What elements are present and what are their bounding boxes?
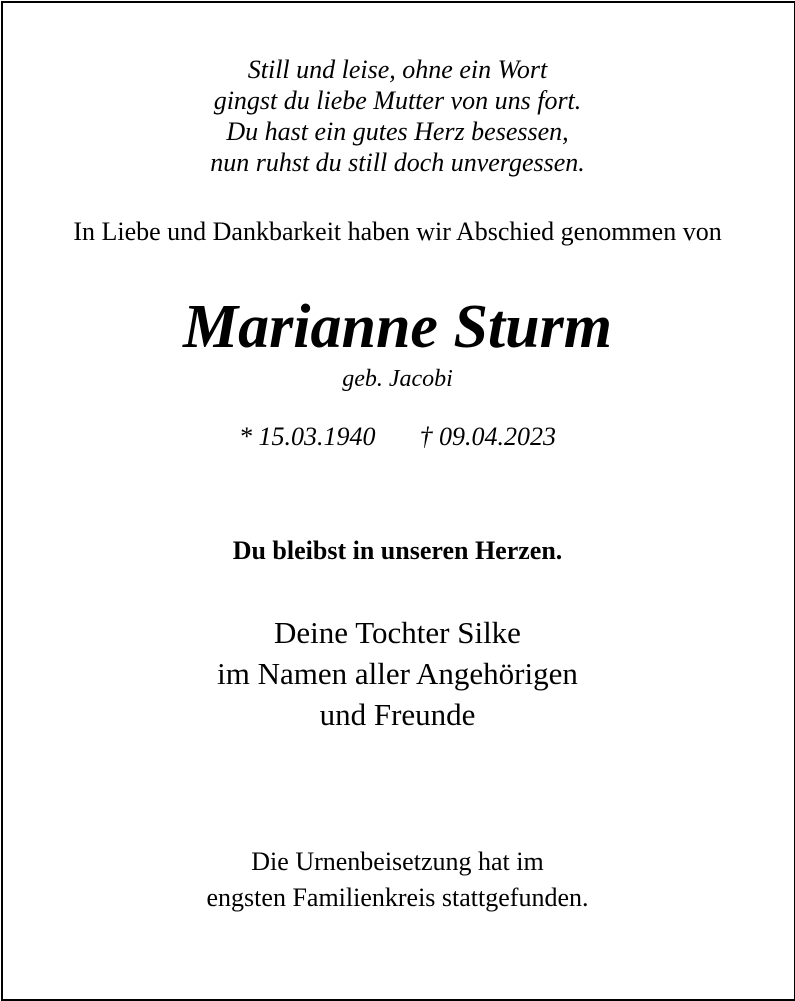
memorial-poem <box>0 54 795 178</box>
signer-line: Deine Tochter Silke <box>274 615 521 650</box>
burial-line: engsten Familienkreis stattgefunden. <box>206 883 589 912</box>
burial-notice <box>0 844 795 916</box>
signer-line: und Freunde <box>319 697 476 732</box>
deceased-name: Marianne Sturm <box>182 293 612 361</box>
motto: Du bleibst in unseren Herzen. <box>232 536 563 565</box>
poem-line: Still und leise, ohne ein Wort <box>247 55 548 84</box>
burial-line: Die Urnenbeisetzung hat im <box>251 847 544 876</box>
signers <box>0 612 795 735</box>
life-dates <box>0 420 795 454</box>
poem-line: gingst du liebe Mutter von uns fort. <box>213 86 582 115</box>
poem-line: nun ruhst du still doch unvergessen. <box>210 148 585 177</box>
signer-line: im Namen aller Angehörigen <box>217 656 578 691</box>
intro-text: In Liebe und Dankbarkeit haben wir Abschied genommen von <box>73 217 722 246</box>
birth-name: geb. Jacobi <box>342 366 453 392</box>
death-date: † 09.04.2023 <box>419 422 556 451</box>
birth-date: * 15.03.1940 <box>239 422 376 451</box>
poem-line: Du hast ein gutes Herz besessen, <box>226 117 569 146</box>
